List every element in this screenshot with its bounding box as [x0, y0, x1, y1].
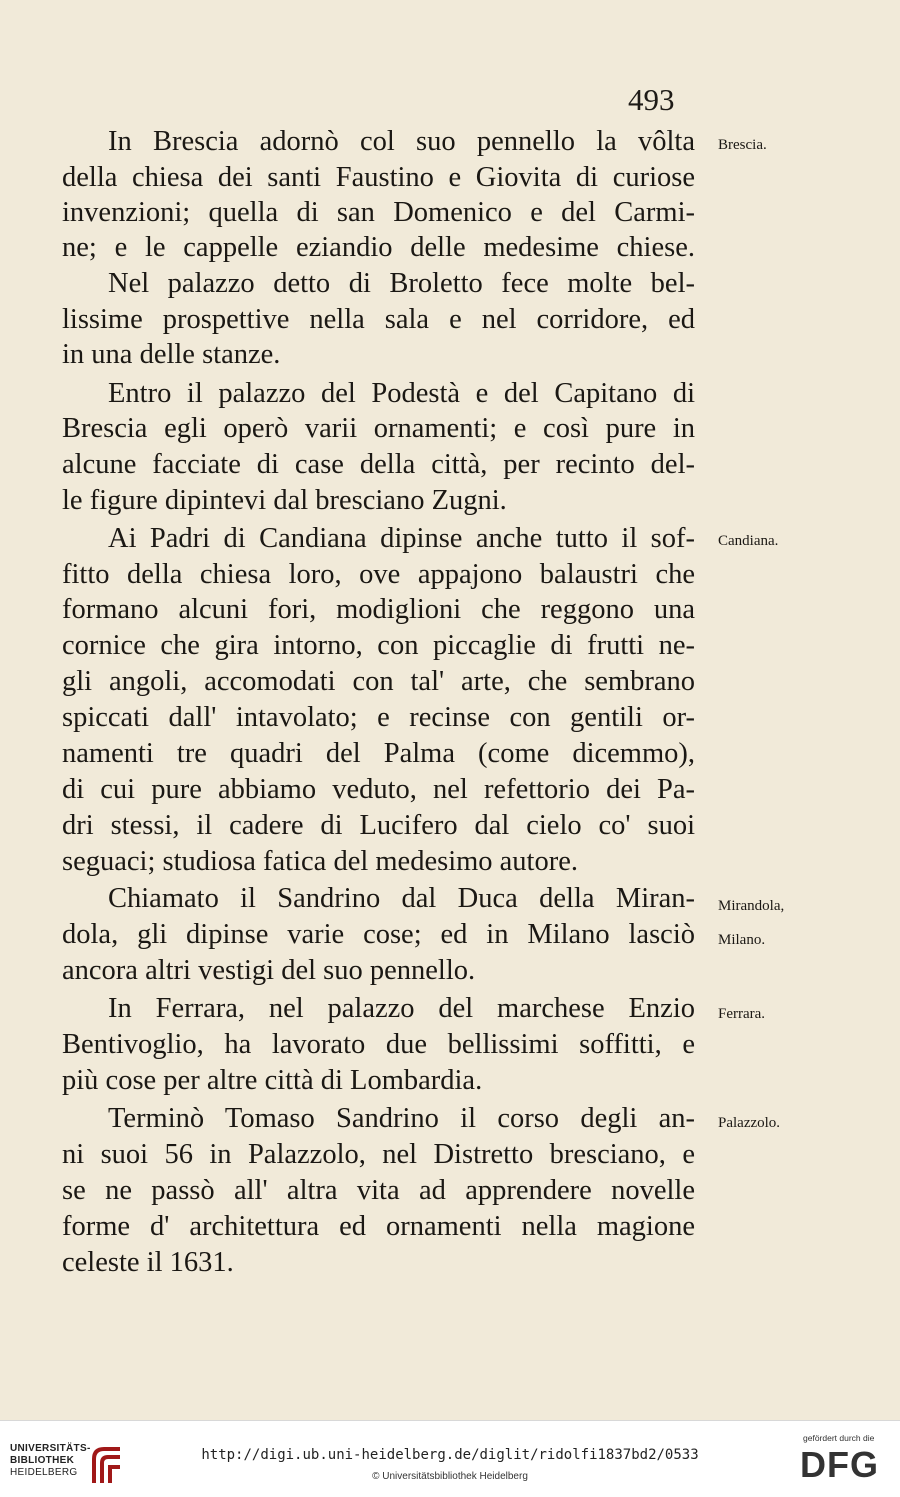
text-line: spiccati dall' intavolato; e recinse con gentili or-: [62, 702, 695, 733]
library-name-line: BIBLIOTHEK: [10, 1455, 75, 1466]
library-name-line: UNIVERSITÄTS-: [10, 1443, 91, 1454]
text-line: Chiamato il Sandrino dal Duca della Miran-: [108, 883, 695, 914]
text-line: Terminò Tomaso Sandrino il corso degli an-: [108, 1103, 695, 1134]
margin-note: Mirandola,: [718, 898, 785, 914]
text-line: della chiesa dei santi Faustino e Giovita di curiose: [62, 162, 695, 193]
text-line: Entro il palazzo del Podestà e del Capitano di: [108, 378, 695, 409]
library-name-line: HEIDELBERG: [10, 1467, 78, 1478]
text-line: formano alcuni fori, modiglioni che reggono una: [62, 594, 695, 625]
text-line: Ai Padri di Candiana dipinse anche tutto il sof-: [108, 523, 695, 554]
text-line: in una delle stanze.: [62, 339, 281, 370]
dfg-logo: DFG: [800, 1444, 879, 1485]
text-line: seguaci; studiosa fatica del medesimo autore.: [62, 846, 578, 877]
text-line: In Ferrara, nel palazzo del marchese Enzio: [108, 993, 695, 1024]
text-line: lissime prospettive nella sala e nel corridore, ed: [62, 304, 695, 335]
margin-note: Candiana.: [718, 533, 779, 549]
text-line: ni suoi 56 in Palazzolo, nel Distretto bresciano, e: [62, 1139, 695, 1170]
text-line: se ne passò all' altra vita ad apprendere novelle: [62, 1175, 695, 1206]
text-line: cornice che gira intorno, con piccaglie di frutti ne-: [62, 630, 695, 661]
page-number: 493: [628, 82, 675, 117]
text-line: Bentivoglio, ha lavorato due bellissimi soffitti, e: [62, 1029, 695, 1060]
text-line: invenzioni; quella di san Domenico e del Carmi-: [62, 197, 695, 228]
text-line: gli angoli, accomodati con tal' arte, che sembrano: [62, 666, 695, 697]
margin-note: Brescia.: [718, 137, 767, 153]
text-line: ne; e le cappelle eziandio delle medesime chiese.: [62, 232, 695, 263]
text-line: le figure dipintevi dal bresciano Zugni.: [62, 485, 507, 516]
text-line: namenti tre quadri del Palma (come dicemmo),: [62, 738, 695, 769]
text-line: più cose per altre città di Lombardia.: [62, 1065, 483, 1096]
text-line: dri stessi, il cadere di Lucifero dal cielo co' suoi: [62, 810, 695, 841]
text-line: celeste il 1631.: [62, 1247, 234, 1278]
funding-label: gefördert durch die: [803, 1433, 875, 1443]
text-line: ancora altri vestigi del suo pennello.: [62, 955, 476, 986]
page-url-link[interactable]: http://digi.ub.uni-heidelberg.de/diglit/ridolfi1837bd2/0533: [201, 1447, 699, 1463]
digitization-footer: [0, 1420, 900, 1497]
text-line: Nel palazzo detto di Broletto fece molte bel-: [108, 268, 695, 299]
text-line: dola, gli dipinse varie cose; ed in Milano lasciò: [62, 919, 695, 950]
margin-note: Milano.: [718, 932, 766, 948]
margin-note: Palazzolo.: [718, 1115, 781, 1131]
copyright-notice: © Universitätsbibliothek Heidelberg: [372, 1471, 528, 1482]
text-line: Brescia egli operò varii ornamenti; e così pure in: [62, 413, 695, 444]
margin-note: Ferrara.: [718, 1006, 766, 1022]
text-line: fitto della chiesa loro, ove appajono balaustri che: [62, 559, 695, 590]
text-line: forme d' architettura ed ornamenti nella magione: [62, 1211, 695, 1242]
text-line: alcune facciate di case della città, per recinto del-: [62, 449, 695, 480]
text-line: di cui pure abbiamo veduto, nel refettorio dei Pa-: [62, 774, 695, 805]
text-line: In Brescia adornò col suo pennello la vôlta: [108, 126, 695, 157]
